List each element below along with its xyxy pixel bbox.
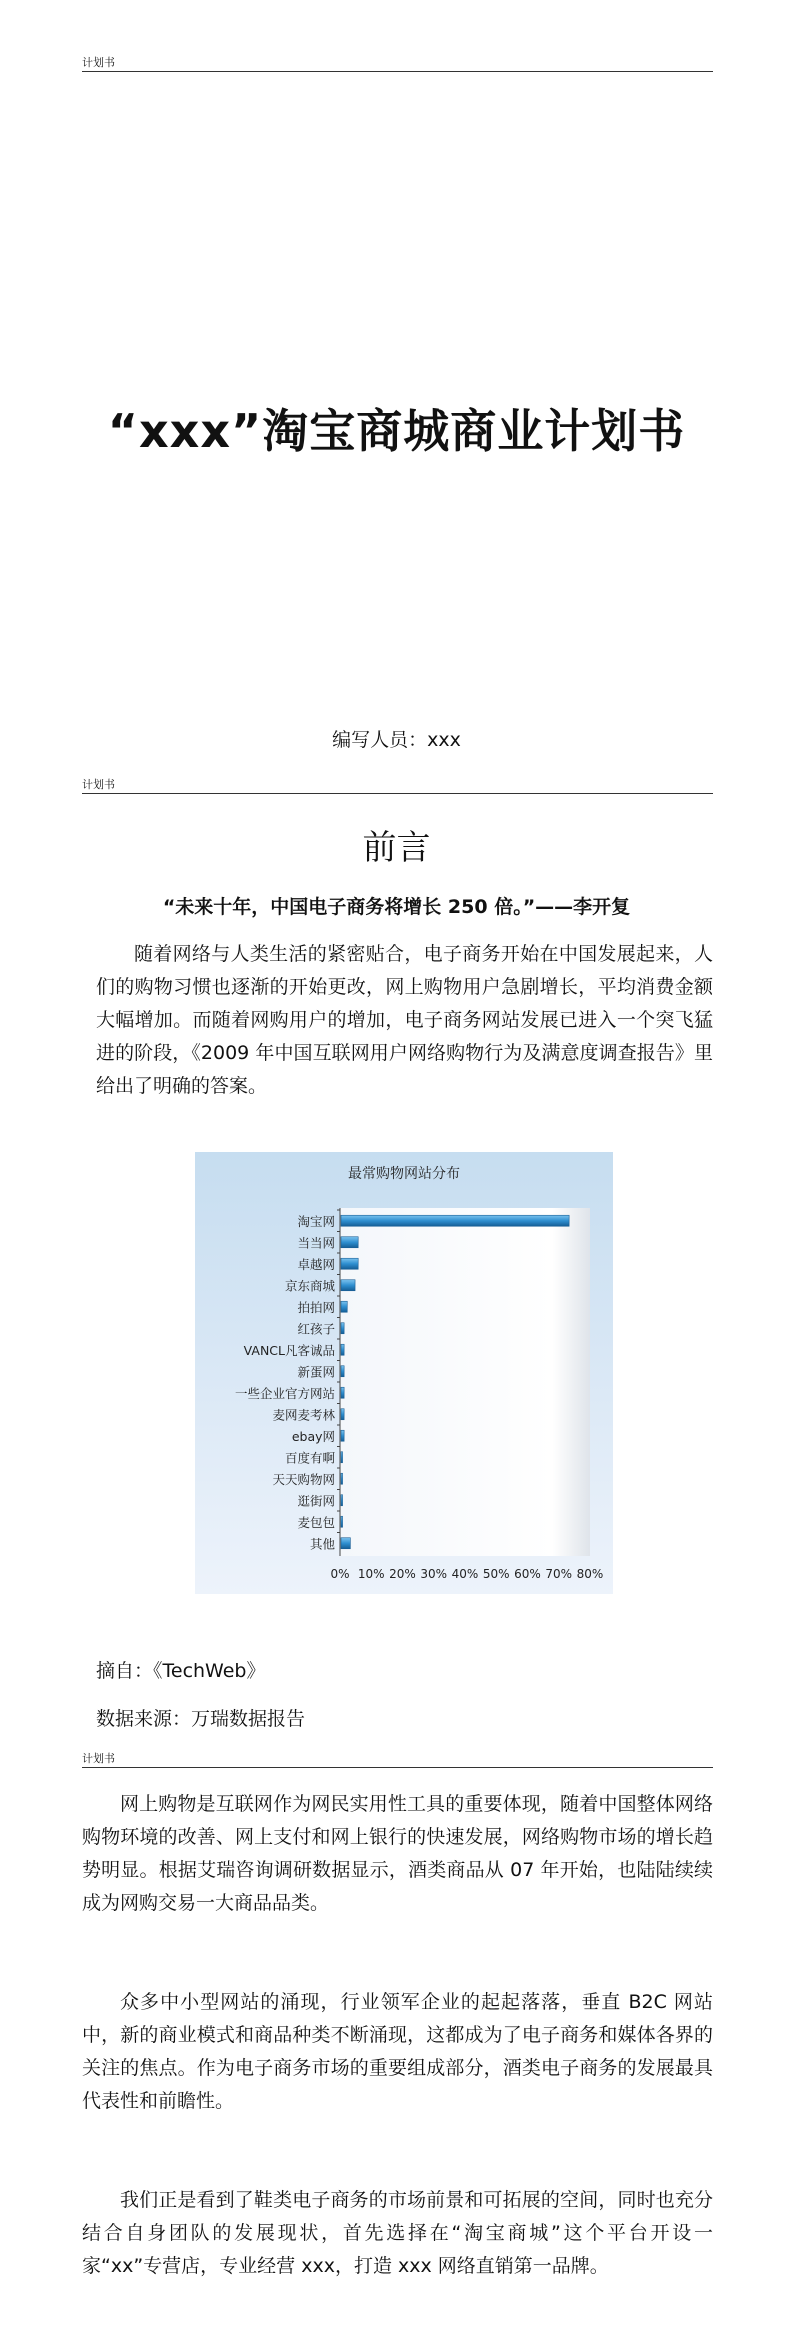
x-tick-label: 80%	[576, 1567, 604, 1581]
bar	[341, 1430, 344, 1441]
document-title: “xxx”淘宝商城商业计划书	[107, 404, 686, 458]
source-note: 摘自：《TechWeb》	[96, 1660, 266, 1682]
category-label: 一些企业官方网站	[234, 1385, 335, 1401]
chart-title: 最常购物网站分布	[348, 1166, 460, 1182]
category-label: 拍拍网	[297, 1299, 335, 1315]
category-label: 其他	[309, 1536, 335, 1552]
category-label: 天天购物网	[272, 1471, 335, 1487]
paragraph: 网上购物是互联网作为网民实用性工具的重要体现，随着中国整体网络购物环境的改善、网上支付和网上银行的快速发展，网络购物市场的增长趋势明显。根据艾瑞咨询调研数据显示，酒类商品从 07 年开始，也陆陆续续成为网购交易一大商品品类。	[82, 1793, 713, 1914]
bar	[341, 1409, 344, 1420]
x-tick-label: 50%	[482, 1567, 510, 1581]
x-tick-label: 60%	[514, 1567, 541, 1581]
quote: “未来十年，中国电子商务将增长 250 倍。”——李开复	[162, 896, 631, 918]
section-title: 前言	[362, 828, 431, 868]
category-label: 红孩子	[297, 1321, 335, 1337]
bar	[341, 1516, 343, 1527]
bar-chart	[195, 1152, 613, 1594]
category-label: 淘宝网	[297, 1213, 335, 1229]
category-label: 逛街网	[297, 1493, 335, 1509]
bar	[341, 1301, 347, 1312]
x-tick-label: 70%	[545, 1567, 573, 1581]
bar	[341, 1473, 343, 1484]
bar	[341, 1237, 358, 1248]
bar	[341, 1215, 569, 1226]
bar	[341, 1495, 343, 1506]
category-label: 百度有啊	[284, 1450, 335, 1466]
x-tick-label: 40%	[451, 1567, 479, 1581]
category-label: VANCL凡客诚品	[243, 1342, 335, 1358]
author-line: 编写人员：xxx	[332, 729, 461, 751]
bar	[341, 1344, 344, 1355]
bar	[341, 1538, 350, 1549]
data-source-note: 数据来源：万瑞数据报告	[96, 1708, 306, 1730]
page-header: 计划书	[82, 1752, 713, 1768]
category-label: 新蛋网	[297, 1364, 335, 1380]
page-header: 计划书	[82, 56, 713, 72]
bar	[341, 1258, 358, 1269]
chart-canvas	[195, 1152, 613, 1594]
category-label: ebay网	[291, 1428, 335, 1444]
category-label: 卓越网	[297, 1256, 335, 1272]
bar	[341, 1323, 344, 1334]
category-label: 当当网	[297, 1235, 335, 1251]
bar	[341, 1280, 355, 1291]
category-label: 麦包包	[297, 1514, 335, 1530]
category-label: 麦网麦考林	[272, 1407, 335, 1423]
x-tick-label: 10%	[357, 1567, 385, 1581]
x-tick-label: 30%	[420, 1567, 448, 1581]
paragraph: 随着网络与人类生活的紧密贴合，电子商务开始在中国发展起来，人们的购物习惯也逐渐的开始更改，网上购物用户急剧增长，平均消费金额大幅增加。而随着网购用户的增加，电子商务网站发展已进入一个突飞猛进的阶段，《2009 年中国互联网用户网络购物行为及满意度调查报告》里给出了明确的答案。	[96, 943, 713, 1097]
paragraph: 我们正是看到了鞋类电子商务的市场前景和可拓展的空间，同时也充分结合自身团队的发展现状，首先选择在“淘宝商城”这个平台开设一家“xx”专营店，专业经营 xxx，打造 xxx 网络直销第一品牌。	[82, 2189, 713, 2277]
x-tick-label: 0%	[330, 1567, 350, 1581]
paragraph: 众多中小型网站的涌现，行业领军企业的起起落落，垂直 B2C 网站中，新的商业模式和商品种类不断涌现，这都成为了电子商务和媒体各界的关注的焦点。作为电子商务市场的重要组成部分，酒类电子商务的发展最具代表性和前瞻性。	[82, 1991, 713, 2112]
x-tick-label: 20%	[389, 1567, 416, 1581]
plot-area	[340, 1208, 590, 1556]
bar	[341, 1387, 344, 1398]
bar	[341, 1452, 343, 1463]
page-header: 计划书	[82, 778, 713, 794]
category-label: 京东商城	[284, 1278, 335, 1294]
bar	[341, 1366, 344, 1377]
